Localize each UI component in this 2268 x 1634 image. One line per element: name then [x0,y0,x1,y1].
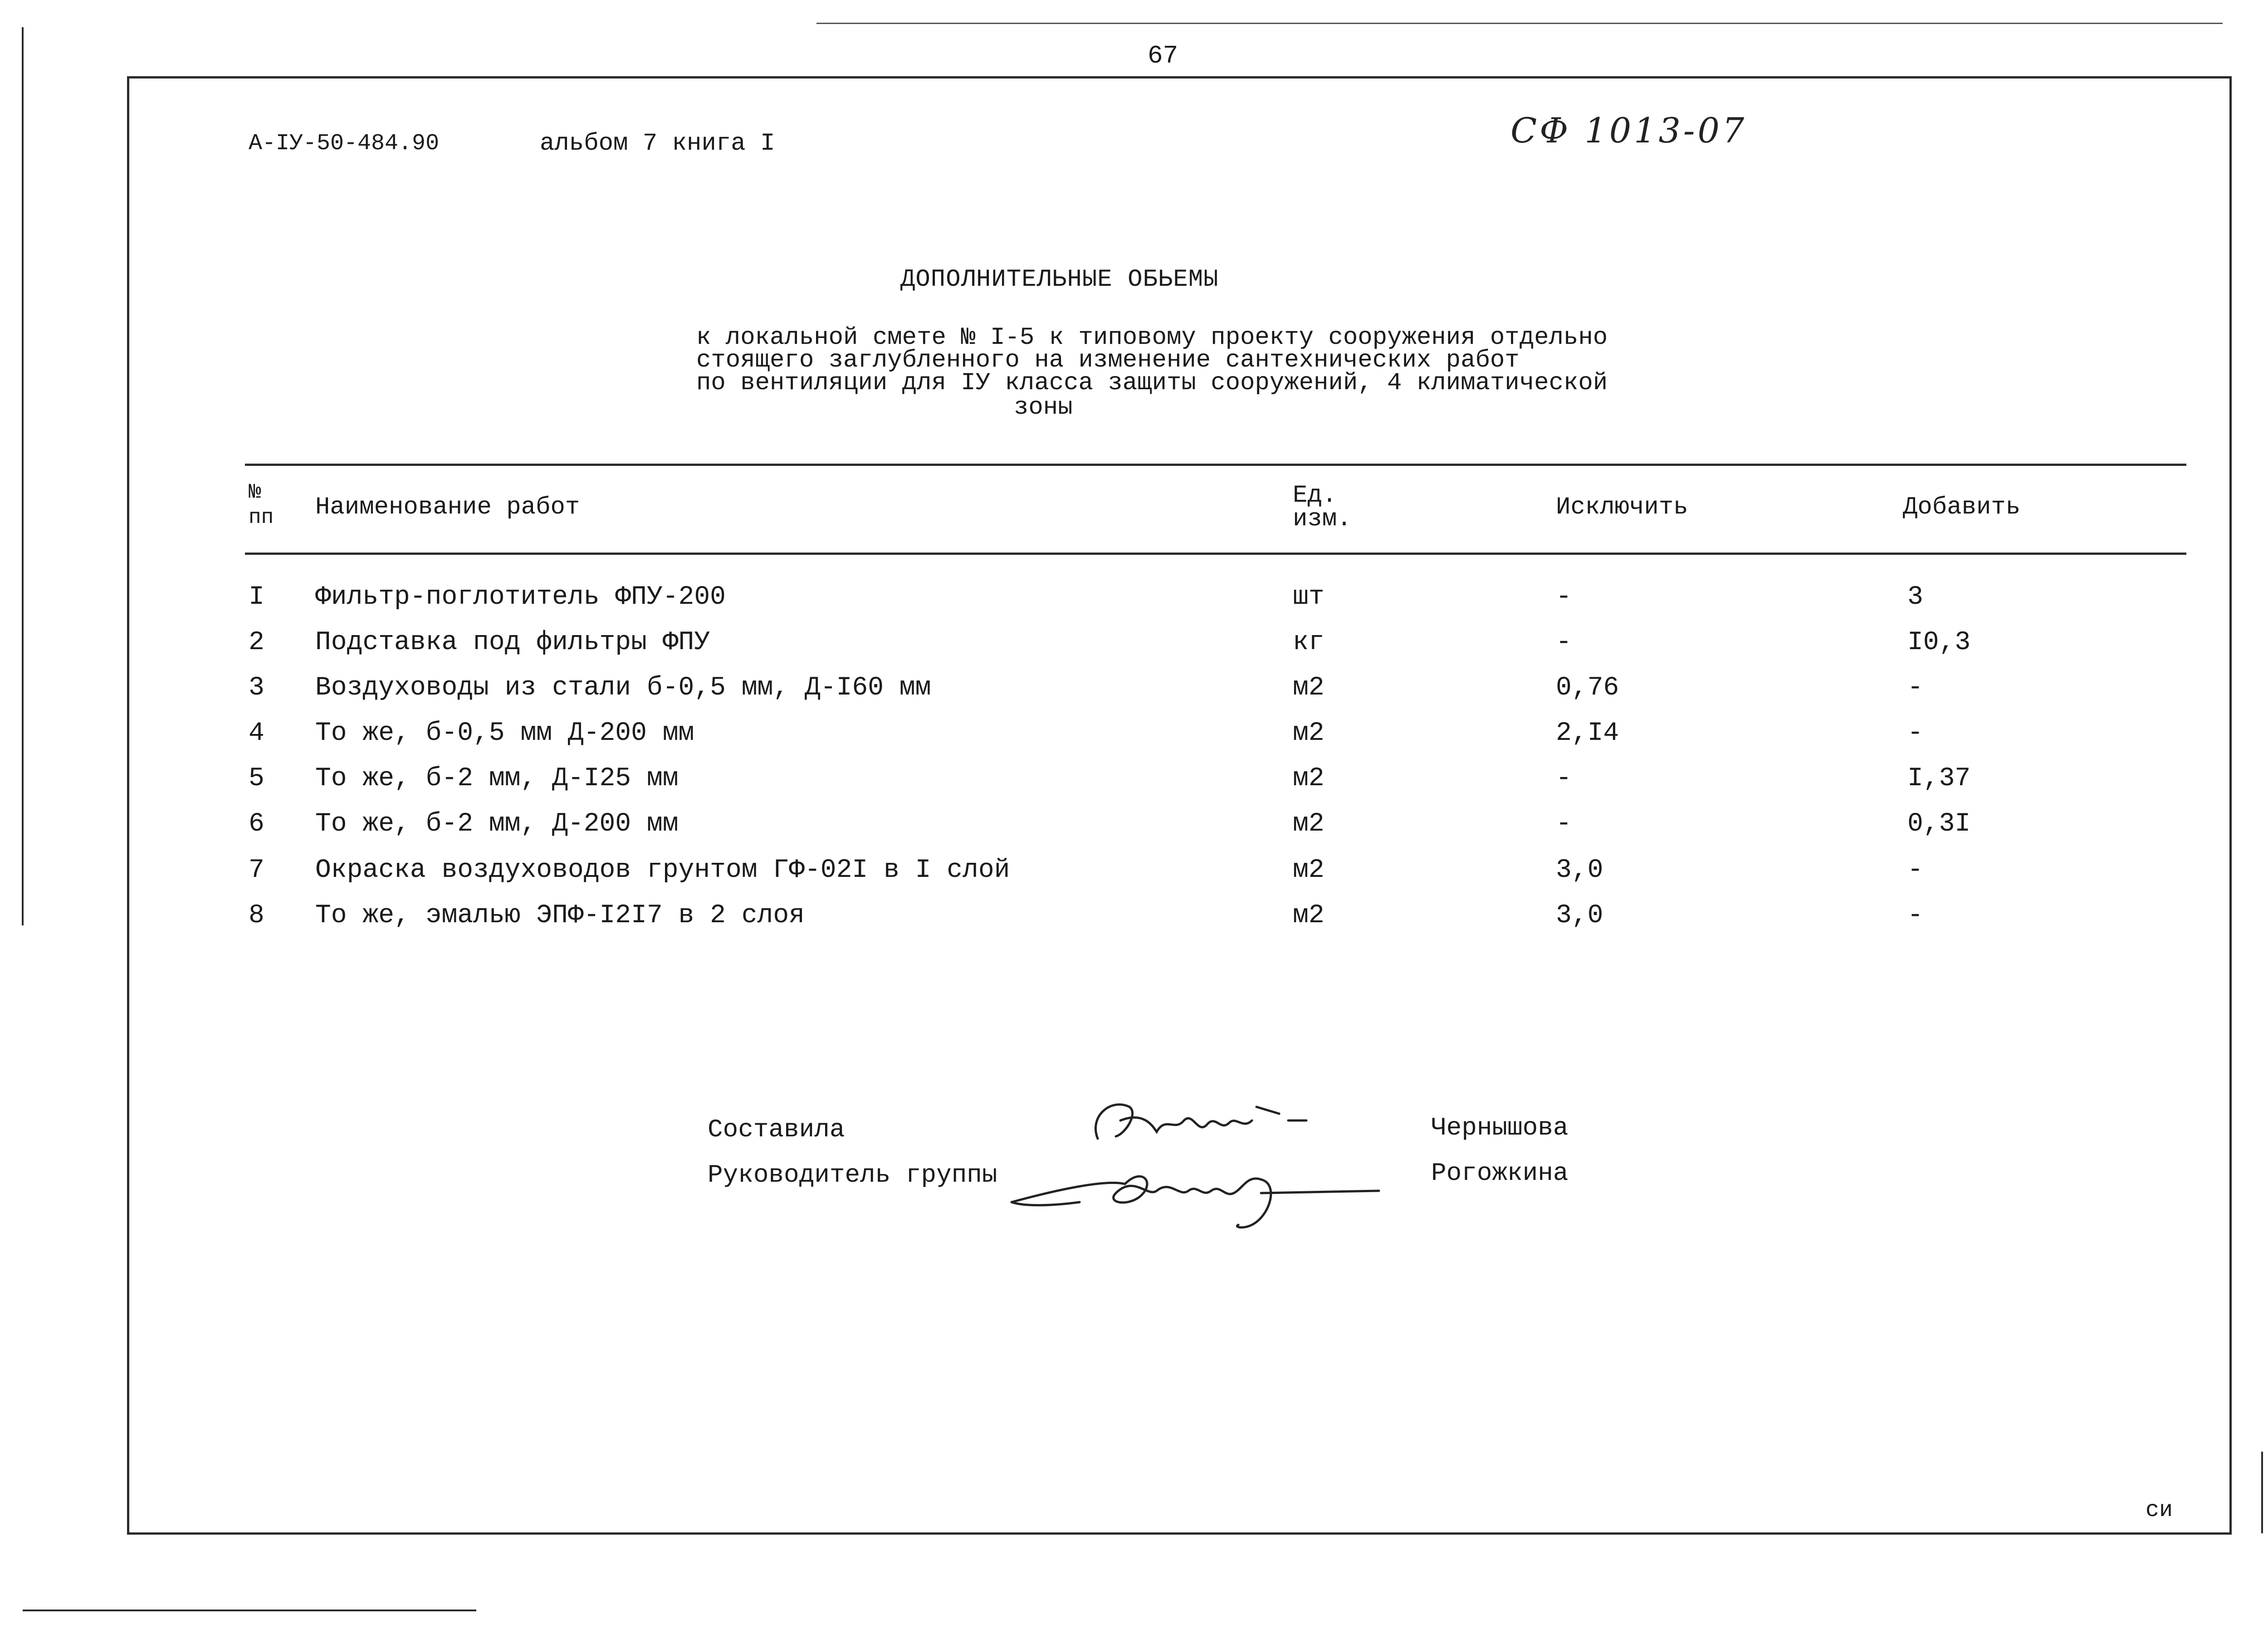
subtitle-line-2: стоящего заглубленного на изменение сантехнических работ [696,347,1520,374]
row-num: 3 [249,673,264,703]
row-unit: кг [1293,628,1325,657]
row-num: 6 [249,809,264,839]
header-add: Добавить [1903,494,2021,521]
scan-edge-left [22,27,24,925]
row-num: 8 [249,901,264,930]
row-name: То же, б-0,5 мм Д-200 мм [315,719,694,748]
row-name: Воздуховоды из стали б-0,5 мм, Д-I60 мм [315,673,931,703]
scan-edge-right [2261,1452,2263,1533]
row-add: - [1907,719,1923,748]
handwritten-signature-compiler [1080,1089,1315,1152]
row-exclude: - [1556,764,1572,793]
header-num-label: пп [249,506,274,529]
scan-edge-top [816,23,2223,24]
table-top-rule [245,464,2186,466]
page-title: ДОПОЛНИТЕЛЬНЫЕ ОБЬЕМЫ [900,266,1219,294]
header-name: Наименование работ [315,494,580,521]
row-exclude: 3,0 [1556,856,1603,885]
table-header-rule [245,553,2186,555]
document-stamp: СФ 1013-07 [1510,110,1747,151]
page-frame [127,76,2232,1535]
row-name: Подставка под фильтры ФПУ [315,628,710,657]
row-name: Фильтр-поглотитель ФПУ-200 [315,582,726,612]
page-number: 67 [1148,41,1178,70]
album-reference: альбом 7 книга I [540,130,775,157]
subtitle-line-1: к локальной смете № I-5 к типовому проекту сооружения отдельно [696,324,1608,352]
row-add: - [1907,673,1923,703]
corner-mark: си [2146,1497,2173,1523]
row-exclude: 3,0 [1556,901,1603,930]
row-num: I [249,582,264,612]
row-unit: м2 [1293,719,1325,748]
row-name: Окраска воздуховодов грунтом ГФ-02I в I слой [315,856,1010,885]
signature-name-group-lead: Рогожкина [1431,1159,1569,1188]
row-unit: м2 [1293,856,1325,885]
row-unit: м2 [1293,901,1325,930]
row-unit: м2 [1293,673,1325,703]
row-unit: м2 [1293,764,1325,793]
subtitle-line-4: зоны [1014,394,1073,421]
row-exclude: 0,76 [1556,673,1619,703]
header-unit-line1: Ед. [1293,482,1337,509]
header-num-symbol: № [249,480,261,504]
row-exclude: 2,I4 [1556,719,1619,748]
row-exclude: - [1556,628,1572,657]
signature-role-compiler: Составила [708,1115,845,1144]
row-unit: м2 [1293,809,1325,839]
row-add: 0,3I [1907,809,1971,839]
scan-edge-bottom [23,1610,476,1611]
row-num: 4 [249,719,264,748]
handwritten-signature-group-lead [1007,1148,1388,1234]
document-code: А-IУ-50-484.90 [249,131,440,157]
row-exclude: - [1556,582,1572,612]
row-name: То же, эмалью ЭПФ-I2I7 в 2 слоя [315,901,805,930]
row-add: I0,3 [1907,628,1971,657]
row-unit: шт [1293,582,1325,612]
row-num: 7 [249,856,264,885]
signature-role-group-lead: Руководитель группы [708,1160,997,1189]
row-add: - [1907,856,1923,885]
row-exclude: - [1556,809,1572,839]
row-add: I,37 [1907,764,1971,793]
row-num: 2 [249,628,264,657]
subtitle-line-3: по вентиляции для IУ класса защиты сооружений, 4 климатической [696,369,1608,397]
signature-name-compiler: Чернышова [1431,1113,1569,1142]
header-exclude: Исключить [1556,494,1688,521]
row-add: - [1907,901,1923,930]
row-name: То же, б-2 мм, Д-200 мм [315,809,679,839]
row-add: 3 [1907,582,1923,612]
row-num: 5 [249,764,264,793]
header-unit-line2: изм. [1293,505,1352,533]
row-name: То же, б-2 мм, Д-I25 мм [315,764,679,793]
